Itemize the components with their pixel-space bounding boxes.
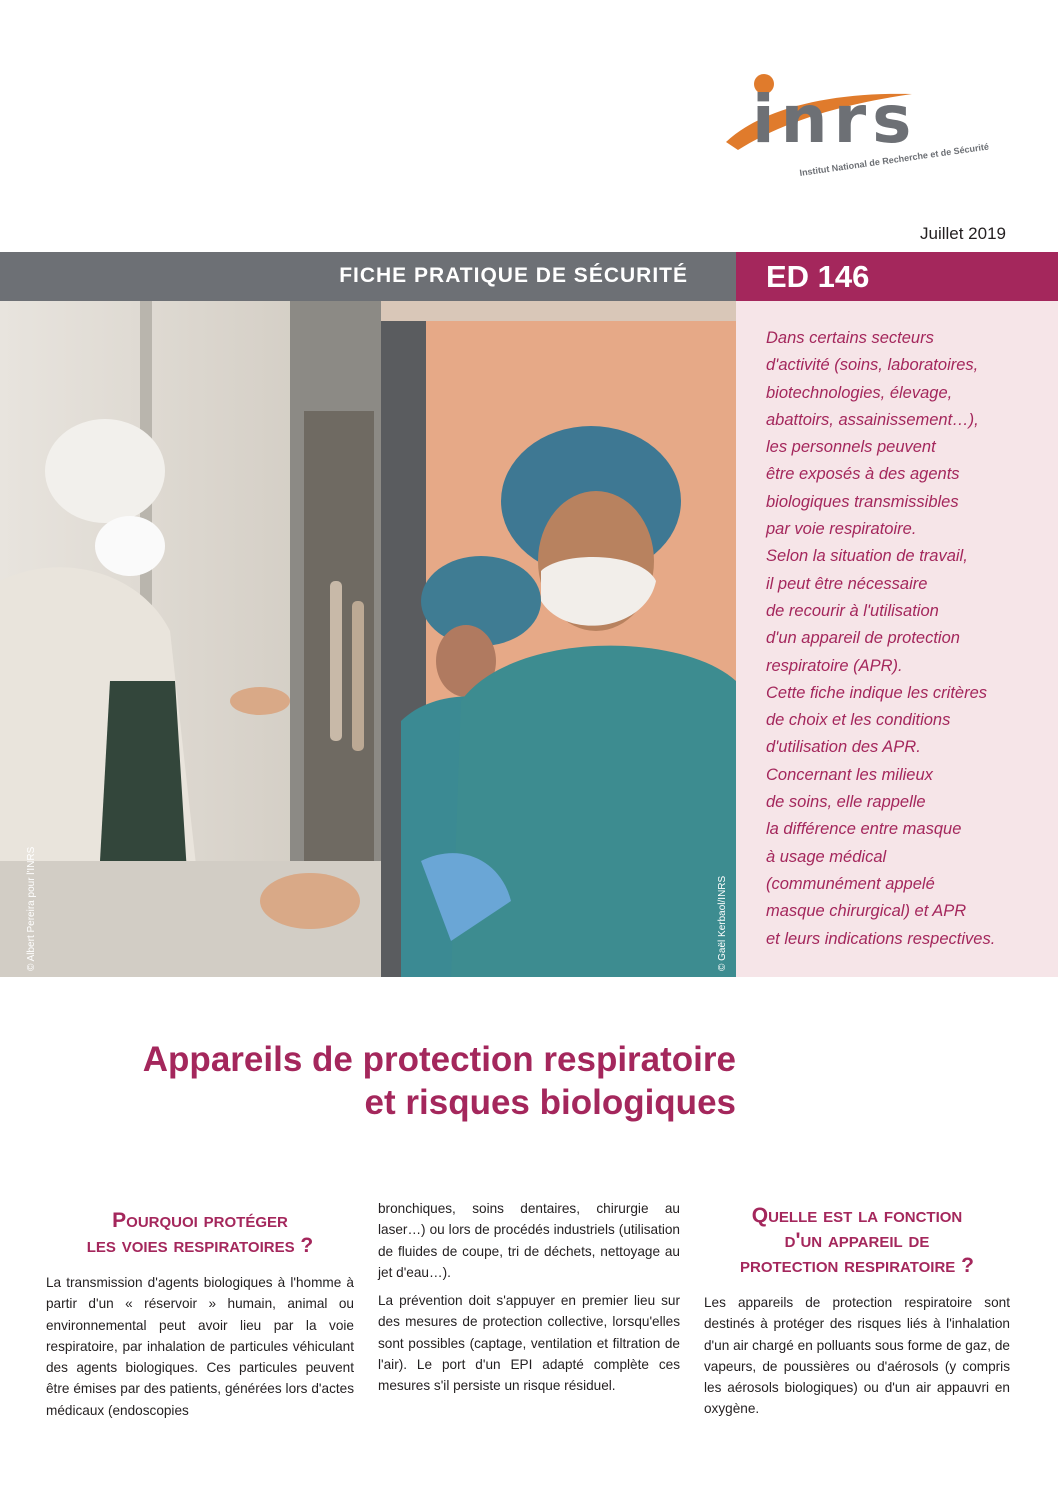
intro-line: biotechnologies, élevage, (766, 383, 953, 402)
title-line-1: Appareils de protection respiratoire (142, 1040, 736, 1079)
intro-line: d'activité (soins, laboratoires, (766, 356, 979, 375)
intro-line: être exposés à des agents (766, 465, 960, 484)
intro-line: biologiques transmissibles (766, 492, 959, 511)
intro-line: Concernant les milieux (766, 765, 933, 784)
intro-panel (736, 301, 1058, 977)
paragraph-prevention: La prévention doit s'appuyer en premier lieu sur des mesures de protection collective, lorsqu'elles sont possibles (captage, ventilation et filtration de l'air). Le port d'un EPI adapté complète ces mesures s'il persiste un risque résiduel. (378, 1293, 680, 1394)
intro-line: il peut être nécessaire (766, 574, 928, 593)
paragraph-apr-function: Les appareils de protection respiratoire sont destinés à protéger des risques liés à l'inhalation d'un air chargé en polluants sous forme de gaz, de vapeurs, de poussières ou d'aérosols (y compris les aérosols biologiques) ou d'un air appauvri en oxygène. (704, 1295, 1010, 1417)
intro-line: d'utilisation des APR. (766, 738, 921, 757)
intro-line: Dans certains secteurs (766, 329, 934, 347)
intro-line: par voie respiratoire. (766, 520, 917, 539)
inrs-logo (722, 70, 1022, 190)
intro-line: d'un appareil de protection (766, 629, 960, 648)
photo-credit-right: © Gaël Kerbaol/INRS (717, 875, 728, 971)
logo-wordmark: inrs (752, 81, 918, 158)
column-2-text (378, 1198, 680, 1404)
publication-date: Juillet 2019 (919, 224, 1006, 243)
intro-line: à usage médical (766, 847, 887, 866)
intro-line: Selon la situation de travail, (766, 547, 968, 566)
column-1-text (46, 1272, 354, 1428)
intro-line: de recourir à l'utilisation (766, 601, 939, 620)
logo-tagline: Institut National de Recherche et de Sécurité (798, 141, 990, 178)
intro-line: la différence entre masque (766, 820, 962, 839)
intro-line: de choix et les conditions (766, 711, 951, 730)
paragraph-transmission-part1: La transmission d'agents biologiques à l'homme à partir d'un « réservoir » humain, animal ou environnemental peut avoir lieu par la voie respiratoire, par inhalation de particules véhiculant des agents biologiques. Ces particules peuvent être émises par des patients, générées lors d'actes médicaux (endoscopies (46, 1275, 354, 1418)
intro-line: de soins, elle rappelle (766, 793, 926, 812)
paragraph-transmission-part2: bronchiques, soins dentaires, chirurgie au laser…) ou lors de procédés industriels (utilisation de fluides de coupe, tri de déchets, nettoyage au jet d'eau…). (378, 1201, 680, 1280)
reference-label: ED 146 (766, 259, 870, 294)
section-heading-apr-function (704, 1203, 1010, 1278)
photo-medical-workers (381, 301, 736, 977)
heading-line: les voies respiratoires ? (86, 1234, 314, 1257)
intro-line: les personnels peuvent (766, 438, 936, 457)
intro-line: Cette fiche indique les critères (766, 683, 988, 702)
intro-line: masque chirurgical) et APR (766, 902, 967, 921)
heading-line: d'un appareil de (784, 1229, 930, 1252)
category-label: FICHE PRATIQUE DE SÉCURITÉ (339, 264, 688, 287)
photo-food-worker (0, 301, 381, 977)
photo-credit-left: © Albert Pereira pour l'INRS (26, 846, 37, 971)
intro-text (766, 325, 1046, 953)
heading-line: Quelle est la fonction (751, 1204, 963, 1227)
intro-line: respiratoire (APR). (766, 656, 903, 675)
section-heading-why-protect (46, 1208, 354, 1258)
page-title (40, 1038, 736, 1124)
banner-reference (736, 252, 1058, 301)
banner-category (0, 252, 736, 301)
intro-line: et leurs indications respectives. (766, 929, 996, 948)
intro-line: (communément appelé (766, 874, 935, 893)
column-3-text (704, 1292, 1010, 1427)
heading-line: Pourquoi protéger (112, 1209, 288, 1232)
intro-line: abattoirs, assainissement…), (766, 410, 979, 429)
title-line-2: et risques biologiques (364, 1083, 736, 1122)
heading-line: protection respiratoire ? (740, 1254, 974, 1277)
